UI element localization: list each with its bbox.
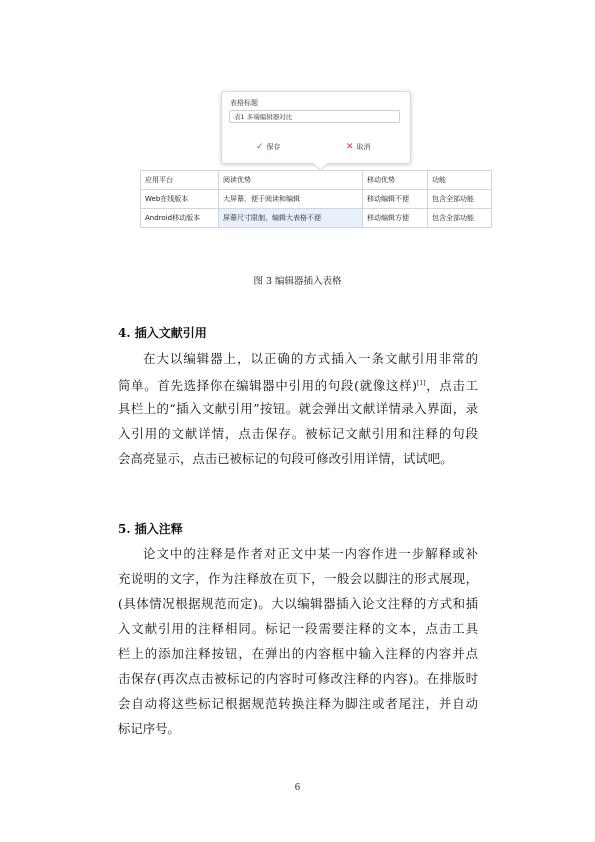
- paragraph-line: 在大以编辑器上，以正确的方式插入一条文献引用非常的: [143, 351, 478, 366]
- section-heading: 4. 插入文献引用: [118, 326, 207, 340]
- save-label: 保存: [266, 143, 281, 151]
- line-text: 简单。首先选择你在编辑器中引用的句段(就像这样): [118, 378, 418, 394]
- save-button[interactable]: [256, 142, 281, 152]
- table-cell[interactable]: 包含全部功能: [428, 190, 492, 209]
- section-heading: 5. 插入注释: [118, 522, 183, 536]
- table-cell[interactable]: 移动编辑方便: [363, 209, 428, 228]
- paragraph-line: 会自动将这些标记根据规范转换注释为脚注或者尾注，并自动: [118, 696, 478, 711]
- table-cell-selected[interactable]: 屏幕尺寸限制，编辑大表格不便: [219, 209, 363, 228]
- table-cell[interactable]: 移动优势: [363, 171, 428, 190]
- table-row: [141, 171, 492, 190]
- paragraph-line: 入文献引用的注释相同。标记一段需要注释的文本，点击工具: [118, 621, 478, 636]
- paragraph-line: 论文中的注释是作者对正文中某一内容作进一步解释或补: [143, 546, 478, 561]
- popup-pointer: [313, 156, 329, 172]
- paragraph-line: 充说明的文字，作为注释放在页下，一般会以脚注的形式展现，: [118, 571, 478, 586]
- table-row: [141, 190, 492, 209]
- table-cell[interactable]: 应用平台: [141, 171, 219, 190]
- table-title-input[interactable]: 表1 多端编辑器对比: [229, 110, 400, 123]
- paragraph-line: 入引用的文献详情，点击保存。被标记文献引用和注释的句段: [118, 426, 478, 441]
- paragraph-line: (具体情况根据规范而定)。大以编辑器插入论文注释的方式和插: [118, 596, 478, 611]
- table-cell[interactable]: 功能: [428, 171, 492, 190]
- paragraph: [118, 541, 478, 741]
- paragraph: [118, 346, 478, 471]
- close-icon: ✕: [346, 142, 354, 152]
- paragraph-line: 会高亮显示，点击已被标记的句段可修改引用详情，试试吧。: [118, 451, 453, 466]
- table-row: [141, 209, 492, 228]
- paragraph-line: 具栏上的“插入文献引用”按钮。就会弹出文献详情录入界面，录: [118, 401, 478, 416]
- table-cell[interactable]: 阅读优势: [219, 171, 363, 190]
- figure-caption: 图 3 编辑器插入表格: [253, 276, 342, 287]
- popup-title: 表格标题: [230, 99, 258, 107]
- page-number: 6: [294, 783, 301, 793]
- line-text: ，点击工: [425, 378, 479, 394]
- check-icon: ✓: [256, 142, 264, 152]
- paragraph-line: 击保存(再次点击被标记的内容时可修改注释的内容)。在排版时: [118, 671, 478, 686]
- paragraph-line: 标记序号。: [118, 721, 180, 736]
- cancel-label: 取消: [356, 143, 371, 151]
- cancel-button[interactable]: [346, 142, 371, 152]
- citation-mark[interactable]: [1]: [417, 380, 426, 387]
- table-title-popup: [221, 91, 411, 164]
- table-cell[interactable]: 大屏幕，便于阅读和编辑: [219, 190, 363, 209]
- table-cell[interactable]: 移动编辑不便: [363, 190, 428, 209]
- table-cell[interactable]: Web在线版本: [141, 190, 219, 209]
- table-cell[interactable]: Android移动版本: [141, 209, 219, 228]
- paragraph-line: 栏上的添加注释按钮，在弹出的内容框中输入注释的内容并点: [118, 646, 478, 661]
- comparison-table: [140, 170, 492, 228]
- paragraph-line: [118, 371, 478, 396]
- table-cell[interactable]: 包含全部功能: [428, 209, 492, 228]
